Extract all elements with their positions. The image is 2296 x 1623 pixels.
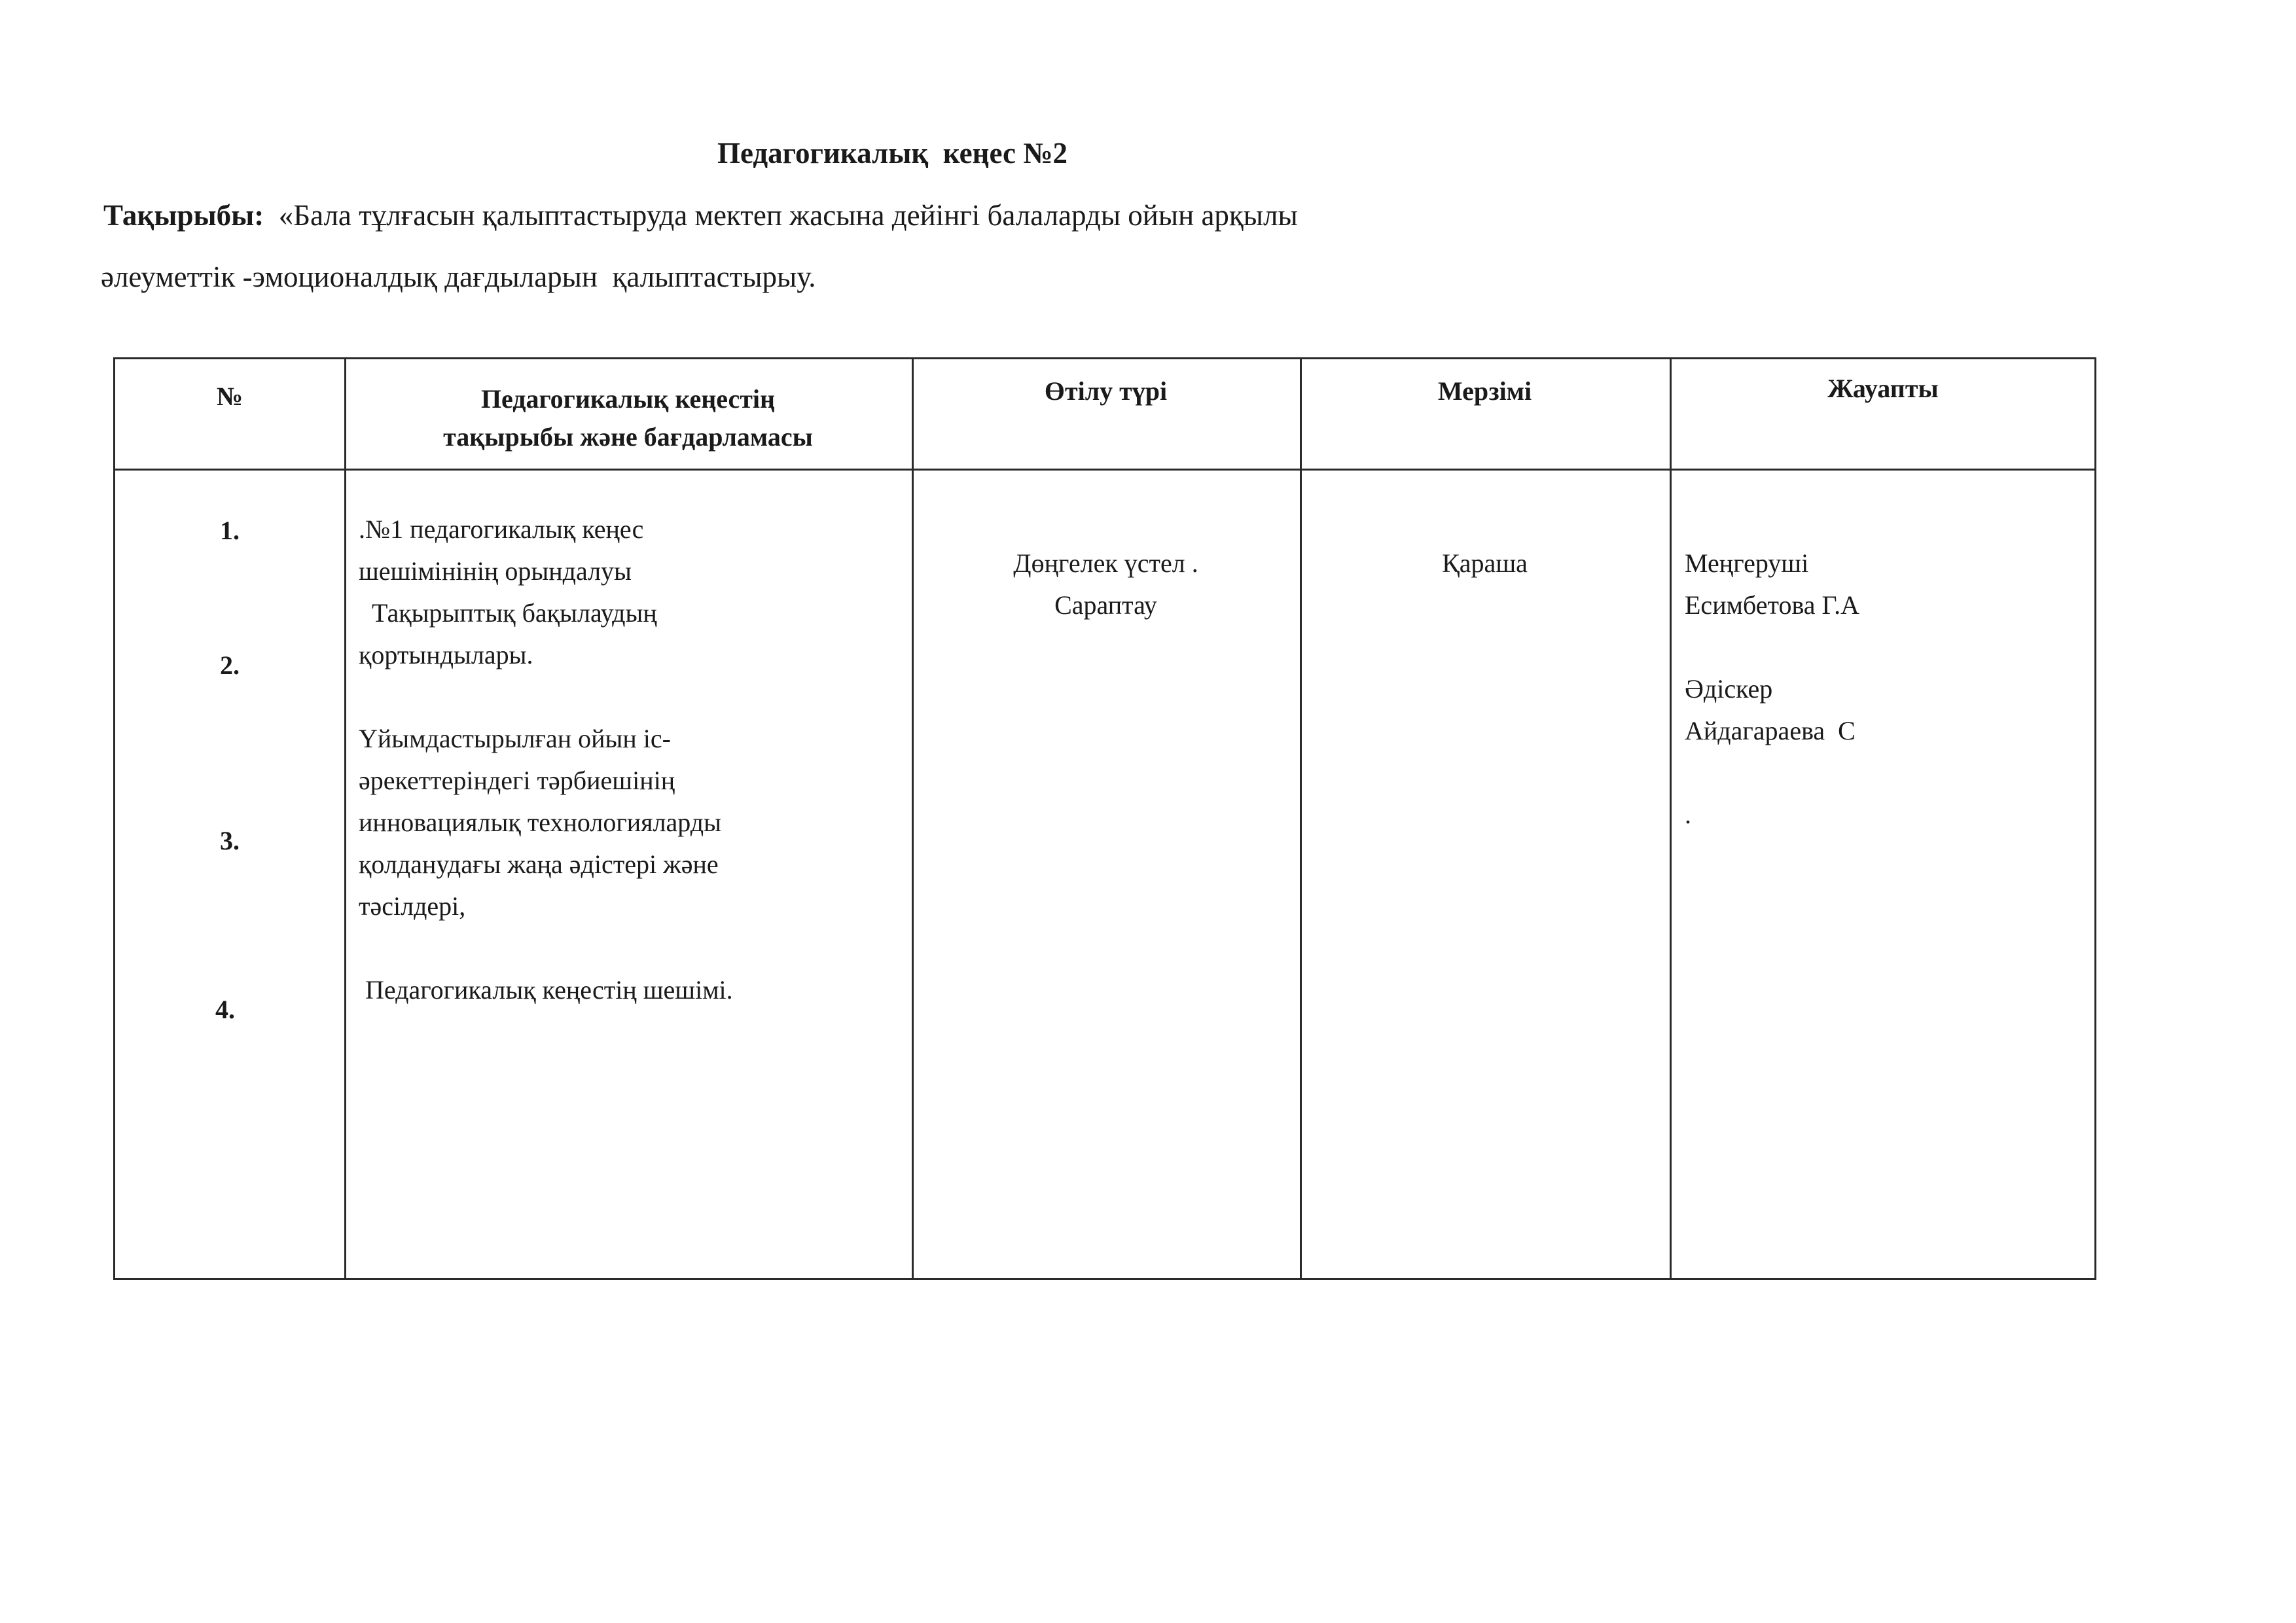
header-topic: [344, 380, 912, 456]
program-line: шешімінінің орындалуы: [359, 556, 632, 586]
form-cell: [912, 543, 1300, 626]
row-number-2: 2.: [220, 651, 240, 680]
program-line: әрекеттеріндегі тәрбиешінің: [359, 766, 675, 795]
responsible-line: Әдіскер: [1685, 674, 1773, 704]
row-number-4: 4.: [215, 995, 235, 1024]
program-line: қолданудағы жаңа әдістері және: [359, 849, 719, 879]
column-divider: [344, 359, 346, 1278]
program-line: Тақырыптық бақылаудың: [359, 598, 657, 628]
program-line: тәсілдері,: [359, 891, 466, 921]
responsible-line: [1685, 626, 2090, 668]
form-line: Дөңгелек үстел .: [1013, 548, 1198, 578]
header-number: №: [216, 382, 243, 411]
date-cell: Қараша: [1442, 548, 1528, 578]
program-line: .№1 педагогикалық кеңес: [359, 514, 644, 544]
program-line: инновациялық технологияларды: [359, 808, 721, 837]
column-divider: [912, 359, 914, 1278]
responsible-line: Есимбетова Г.А: [1685, 590, 1860, 620]
row-number-1: 1.: [220, 516, 240, 545]
responsible-line: [1685, 752, 2090, 794]
header-responsible: Жауапты: [1827, 374, 1939, 403]
header-date: Мерзімі: [1437, 376, 1532, 406]
row-number-3: 3.: [220, 826, 240, 855]
program-line: қортындылары.: [359, 640, 533, 669]
program-cell: [359, 508, 902, 1011]
topic-label: Тақырыбы:: [103, 199, 264, 232]
plan-table: [113, 357, 2096, 1280]
header-form: Өтілу түрі: [1044, 376, 1168, 406]
program-line: [359, 676, 902, 718]
responsible-line: Айдагараева С: [1685, 716, 1856, 745]
topic-line-1: [103, 185, 2067, 246]
program-line: Үйымдастырылған ойын іс-: [359, 724, 671, 753]
topic-line-2: әлеуметтік -эмоционалдық дағдыларын қалыптастырыу.: [101, 260, 816, 293]
responsible-line: .: [1685, 800, 1691, 829]
program-line: [359, 927, 902, 969]
topic-text-1: «Бала тұлғасын қалыптастыруда мектеп жасына дейінгі балаларды ойын арқылы: [264, 199, 1298, 232]
page-title: Педагогикалық кеңес №2: [717, 137, 1067, 169]
form-line: Сараптау: [1054, 590, 1157, 620]
column-divider: [1670, 359, 1672, 1278]
responsible-cell: [1685, 543, 2090, 836]
program-line: Педагогикалық кеңестің шешімі.: [359, 975, 733, 1005]
topic-block: [103, 185, 2067, 308]
header-topic-line-2: тақырыбы және бағдарламасы: [443, 422, 813, 452]
column-divider: [1300, 359, 1302, 1278]
header-topic-line-1: Педагогикалық кеңестің: [480, 384, 776, 414]
responsible-line: Меңгеруші: [1685, 548, 1809, 578]
